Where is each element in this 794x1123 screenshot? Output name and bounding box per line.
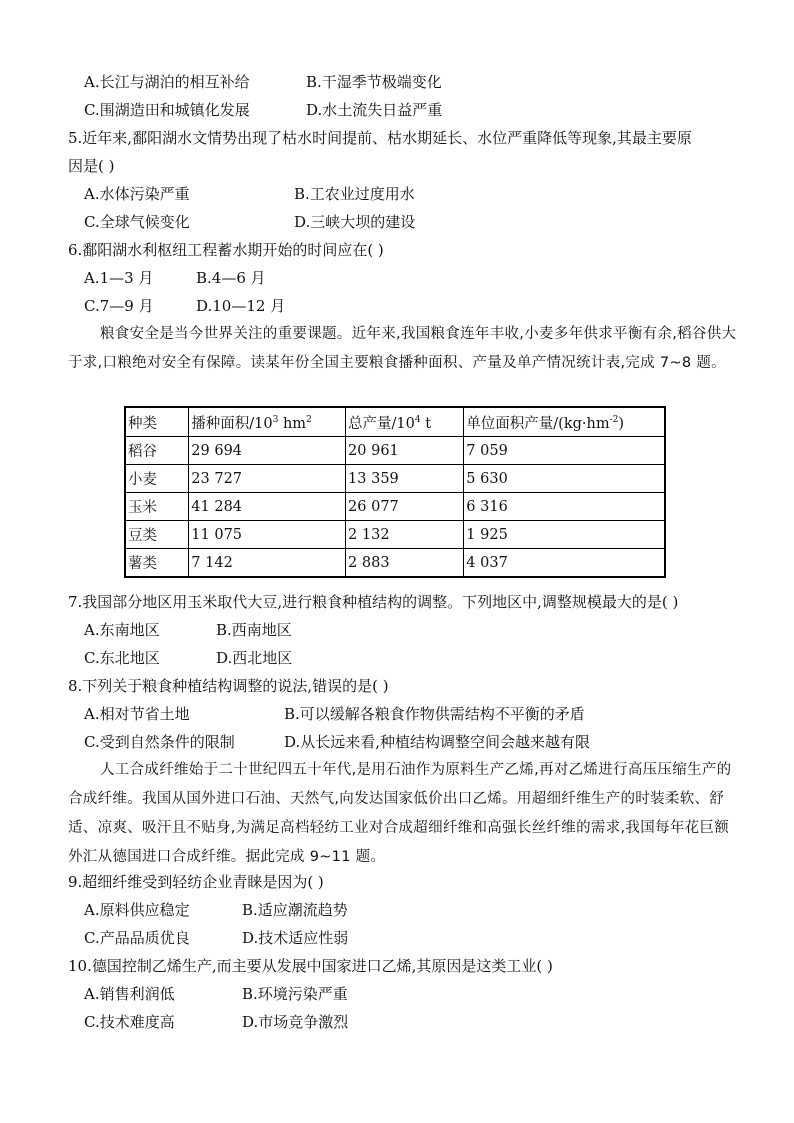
cell-yield: 6 316 [464,493,665,521]
passage-grain-security [68,320,740,378]
passage-grain-security-text: 粮食安全是当今世界关注的重要课题。近年来,我国粮食连年丰收,小麦多年供求平衡有余,稻谷供大于求,口粮绝对安全有保障。读某年份全国主要粮食播种面积、产量及单产情况统计表,完成 7~8 题。 [68,326,737,371]
q8-option-d: D.从长远来看,种植结构调整空间会越来越有限 [284,733,591,751]
q10-option-d: D.市场竞争激烈 [242,1013,349,1031]
q5-option-a: A.水体污染严重 [84,185,190,203]
q6-option-b: B.4—6 月 [196,269,266,287]
cell-kind: 玉米 [125,493,189,521]
q5-stem-line2: 因是( ) [68,157,115,175]
q4-option-b: B.干湿季节极端变化 [306,73,442,91]
q8-option-b: B.可以缓解各粮食作物供需结构不平衡的矛盾 [284,705,585,723]
q9-option-a: A.原料供应稳定 [84,901,190,919]
cell-area: 41 284 [189,493,346,521]
cell-output: 20 961 [346,437,464,465]
q4-option-a: A.长江与湖泊的相互补给 [84,73,250,91]
cell-kind: 小麦 [125,465,189,493]
passage-synthetic-fiber-text: 人工合成纤维始于二十世纪四五十年代,是用石油作为原料生产乙烯,再对乙烯进行高压压缩生产的合成纤维。我国从国外进口石油、天然气,向发达国家低价出口乙烯。用超细纤维生产的时装柔软、舒适、凉爽、吸汗且不贴身,为满足高档轻纺工业对合成超细纤维和高强长丝纤维的需求,我国每年花巨额外汇从德国进口合成纤维。据此完成 9~11 题。 [68,762,732,865]
cell-yield: 5 630 [464,465,665,493]
q9-option-b: B.适应潮流趋势 [242,901,348,919]
q4-option-d: D.水土流失日益严重 [306,101,443,119]
q5-option-d: D.三峡大坝的建设 [294,213,416,231]
cell-yield: 7 059 [464,437,665,465]
cell-yield: 4 037 [464,549,665,578]
table-row [125,437,665,465]
q5-option-c: C.全球气候变化 [84,213,190,231]
table-row [125,493,665,521]
q6-option-a: A.1—3 月 [84,269,154,287]
q10-option-b: B.环境污染严重 [242,985,348,1003]
q7-stem: 7.我国部分地区用玉米取代大豆,进行粮食种植结构的调整。下列地区中,调整规模最大的是( ) [68,593,679,611]
q7-option-a: A.东南地区 [84,621,160,639]
cell-yield: 1 925 [464,521,665,549]
q10-option-a: A.销售利润低 [84,985,175,1003]
cell-area: 23 727 [189,465,346,493]
table-row [125,465,665,493]
header-yield: 单位面积产量$/(kg\cdot hm^{-2})$ [464,407,665,437]
q9-option-c: C.产品品质优良 [84,929,190,947]
table-row [125,549,665,578]
header-kind: 种类 [125,407,189,437]
cell-area: 29 694 [189,437,346,465]
q10-option-c: C.技术难度高 [84,1013,175,1031]
q6-option-d: D.10—12 月 [196,297,286,315]
cell-area: 7 142 [189,549,346,578]
q6-option-c: C.7—9 月 [84,297,154,315]
q4-option-c: C.围湖造田和城镇化发展 [84,101,250,119]
q9-option-d: D.技术适应性弱 [242,929,349,947]
q6-stem: 6.鄱阳湖水利枢纽工程蓄水期开始的时间应在( ) [68,241,384,259]
table-row [125,521,665,549]
q5-option-b: B.工农业过度用水 [294,185,415,203]
cell-kind: 薯类 [125,549,189,578]
q10-stem: 10.德国控制乙烯生产,而主要从发展中国家进口乙烯,其原因是这类工业( ) [68,957,553,975]
q8-stem: 8.下列关于粮食种植结构调整的说法,错误的是( ) [68,677,389,695]
cell-area: 11 075 [189,521,346,549]
cell-output: 2 883 [346,549,464,578]
q9-stem: 9.超细纤维受到轻纺企业青睐是因为( ) [68,873,324,891]
cell-output: 13 359 [346,465,464,493]
q7-option-d: D.西北地区 [216,649,293,667]
q8-option-c: C.受到自然条件的限制 [84,733,235,751]
q5-stem-line1: 5.近年来,鄱阳湖水文情势出现了枯水时间提前、枯水期延长、水位严重降低等现象,其最主要原 [68,129,692,147]
cell-kind: 豆类 [125,521,189,549]
cell-kind: 稻谷 [125,437,189,465]
grain-statistics-table [124,406,666,578]
q8-option-a: A.相对节省土地 [84,705,190,723]
q7-option-c: C.东北地区 [84,649,160,667]
passage-synthetic-fiber [68,756,740,872]
cell-output: 26 077 [346,493,464,521]
cell-output: 2 132 [346,521,464,549]
q7-option-b: B.西南地区 [216,621,292,639]
header-area: 播种面积$/10^3$ $hm^2$ [189,407,346,437]
table-header-row [125,407,665,437]
header-output: 总产量$/10^4$ t [346,407,464,437]
